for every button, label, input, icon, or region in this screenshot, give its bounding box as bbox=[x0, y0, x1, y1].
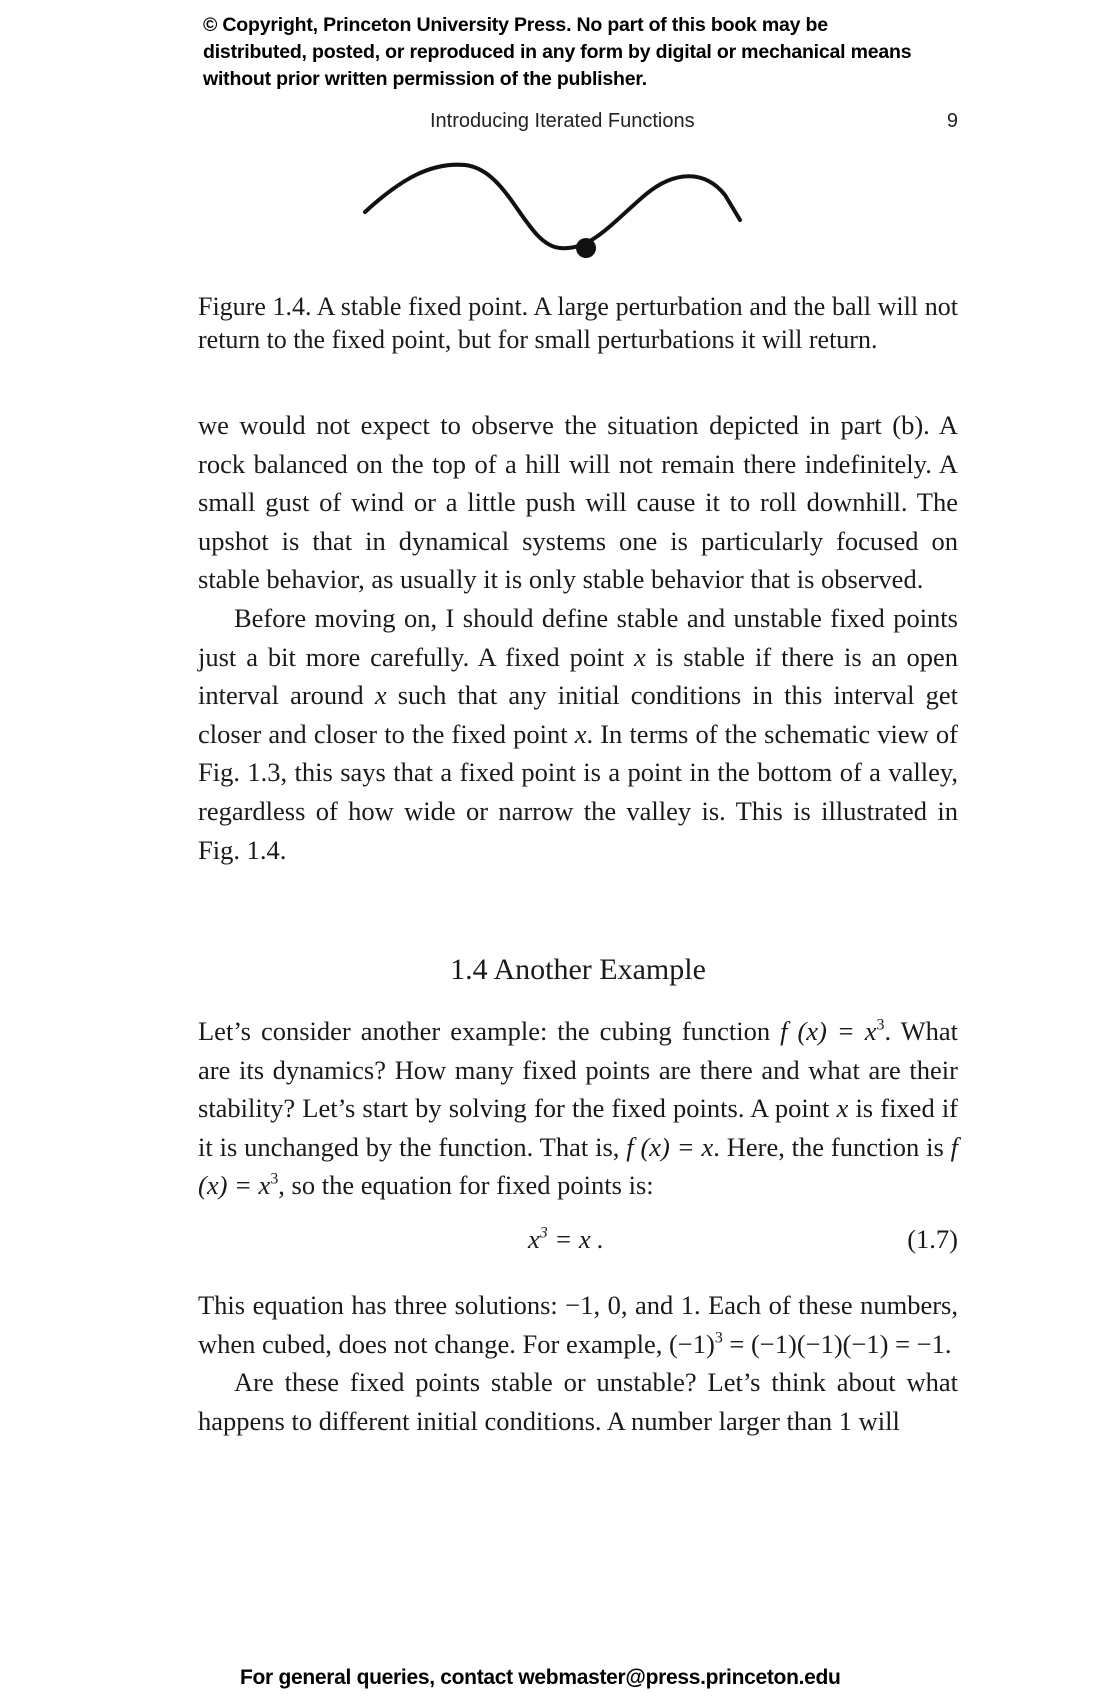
p2-var-x-1: x bbox=[633, 641, 646, 672]
p3-text-3: is fixed if it is unchanged by the function. That is, bbox=[198, 1093, 959, 1162]
equation-1-7 bbox=[198, 1224, 958, 1266]
equation-base: x bbox=[528, 1224, 540, 1254]
p4-exp: 3 bbox=[714, 1329, 723, 1347]
p2-var-x-2: x bbox=[374, 680, 387, 711]
body-block-top bbox=[198, 406, 958, 869]
page-number: 9 bbox=[946, 110, 958, 132]
equation-rest: = x . bbox=[547, 1224, 604, 1254]
paragraph-2 bbox=[198, 599, 958, 869]
footer-contact: For general queries, contact webmaster@press.princeton.edu bbox=[240, 1666, 841, 1689]
p2-text-3: such that any initial conditions in this interval get closer and closer to the fixed point bbox=[198, 680, 958, 749]
equation-exp: 3 bbox=[539, 1224, 548, 1242]
p3-var-x: x bbox=[836, 1093, 849, 1124]
paragraph-1: we would not expect to observe the situation depicted in part (b). A rock balanced on the top of a hill will not remain there indefinitely. A small gust of wind or a little push will cause it to roll downhill. The upshot is that in dynamical systems one is particularly focused on stable behavior, as usually it is only stable behavior that is observed. bbox=[198, 410, 958, 595]
p2-text-2: is stable if there is an open interval around bbox=[198, 641, 958, 711]
equation-body bbox=[528, 1224, 604, 1255]
p2-var-x-3: x bbox=[574, 718, 587, 749]
section-heading: 1.4 Another Example bbox=[450, 953, 706, 986]
p4-text-2: = (−1)(−1)(−1) = −1. bbox=[722, 1328, 952, 1359]
p3-math-1: f (x) = x bbox=[780, 1016, 877, 1046]
figure-caption: Figure 1.4. A stable fixed point. A large perturbation and the ball will not return to the fixed point, but for small perturbations it will return. bbox=[198, 292, 958, 354]
figure-stable-fixed-point bbox=[360, 160, 800, 275]
body-block-middle bbox=[198, 1012, 958, 1205]
copyright-notice: © Copyright, Princeton University Press. No part of this book may be distributed, posted, or reproduced in any form by digital or mechanical means without prior written permission of the publisher. bbox=[203, 14, 912, 90]
running-head bbox=[198, 110, 958, 140]
p3-math-3: f (x) = x bbox=[198, 1131, 958, 1201]
valley-ball-illustration bbox=[360, 160, 800, 270]
valley-curve bbox=[365, 165, 740, 249]
p2-text-1: Before moving on, I should define stable and unstable fixed points just a bit more carefully. A fixed point bbox=[198, 602, 958, 672]
p2-text-4: . In terms of the schematic view of Fig. 1.3, this says that a fixed point is a point in the bottom of a valley, regardless of how wide or narrow the valley is. This is illustrated in Fig. 1.4. bbox=[198, 718, 958, 865]
running-title: Introducing Iterated Functions bbox=[430, 110, 695, 132]
equation-number: (1.7) bbox=[907, 1224, 958, 1254]
p3-text-4: . Here, the function is bbox=[713, 1131, 951, 1162]
body-block-bottom bbox=[198, 1286, 958, 1440]
paragraph-3 bbox=[198, 1012, 958, 1205]
ball-icon bbox=[576, 238, 596, 258]
p3-text-2: . What are its dynamics? How many fixed points are there and what are their stability? Let’s start by solving for the fixed points. A point bbox=[198, 1016, 958, 1124]
p3-text-1: Let’s consider another example: the cubing function bbox=[198, 1016, 781, 1046]
paragraph-5: Are these fixed points stable or unstable? Let’s think about what happens to different initial conditions. A number larger than 1 will bbox=[198, 1367, 958, 1436]
p3-text-5: , so the equation for fixed points is: bbox=[278, 1170, 654, 1201]
p4-text-1: This equation has three solutions: −1, 0, and 1. Each of these numbers, when cubed, does not change. For example, (−1) bbox=[198, 1290, 958, 1359]
p3-math-2: f (x) = x bbox=[626, 1131, 714, 1162]
p3-math-3-exp: 3 bbox=[270, 1171, 279, 1189]
p3-math-1-exp: 3 bbox=[876, 1016, 885, 1034]
paragraph-4 bbox=[198, 1286, 958, 1363]
